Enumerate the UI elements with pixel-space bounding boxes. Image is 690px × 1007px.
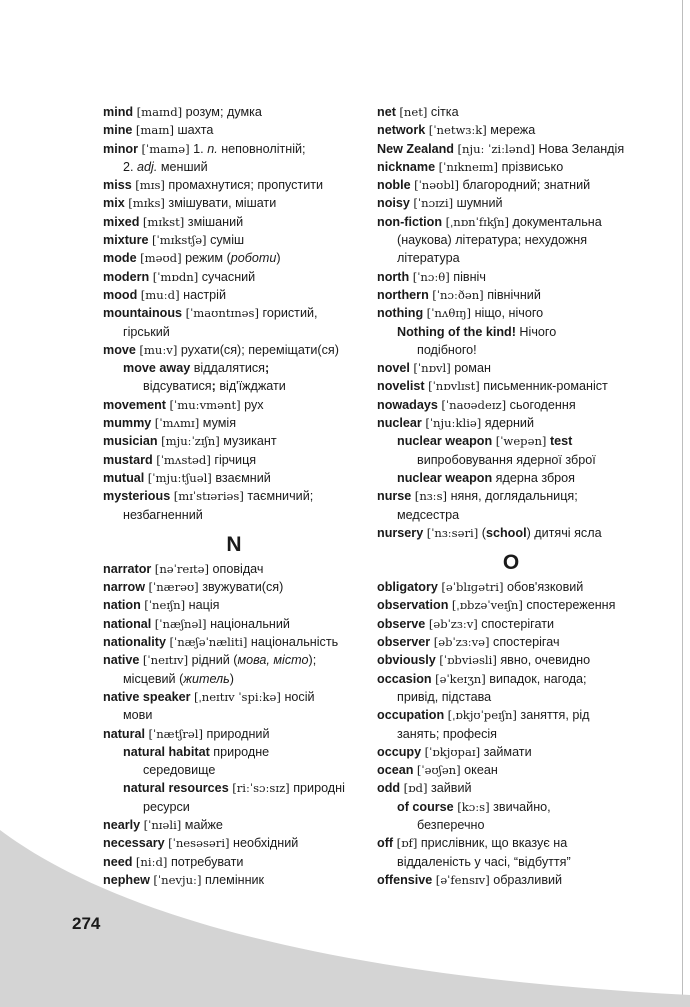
- dictionary-entry: [377, 396, 645, 414]
- dictionary-entry: [103, 414, 365, 432]
- translation: займати: [480, 744, 532, 759]
- dictionary-entry: [377, 633, 645, 651]
- dictionary-entry: [103, 304, 365, 341]
- transcription: [ˈnɔːðən]: [432, 287, 484, 302]
- headword: native speaker: [103, 689, 191, 704]
- translation: неповнолітній;: [217, 141, 306, 156]
- dictionary-entry: [103, 871, 365, 889]
- headword: occupy: [377, 744, 422, 759]
- transcription: [kɔːs]: [457, 799, 490, 814]
- translation: роман: [450, 361, 491, 376]
- headword: natural habitat: [123, 744, 210, 759]
- headword: ocean: [377, 763, 414, 778]
- transcription: [nəˈreɪtə]: [154, 561, 209, 576]
- translation: ресурси: [143, 799, 190, 814]
- headword: ;: [211, 379, 216, 394]
- headword: native: [103, 653, 140, 668]
- transcription: [mɪs]: [135, 178, 165, 193]
- dictionary-entry: [377, 871, 645, 889]
- transcription: [ˈmuːvmənt]: [169, 397, 241, 412]
- transcription: [məʊd]: [140, 251, 182, 266]
- headword: nurse: [377, 489, 412, 504]
- transcription: [mɪˈstɪəriəs]: [173, 489, 244, 504]
- headword: mysterious: [103, 489, 171, 504]
- transcription: [ˈmjuːtʃuəl]: [147, 470, 212, 485]
- headword: need: [103, 854, 133, 869]
- translation: прізвисько: [498, 159, 564, 174]
- translation: менший: [157, 159, 208, 174]
- transcription: [ˈɒbviəsli]: [439, 653, 497, 668]
- transcription: [ˌɒkjʊˈpeɪʃn]: [447, 708, 517, 723]
- translation: океан: [460, 763, 498, 778]
- dictionary-entry: [103, 341, 365, 359]
- transcription: [ˈnɪəli]: [143, 817, 182, 832]
- dictionary-entry: [103, 286, 365, 304]
- translation: сьогодення: [506, 397, 576, 412]
- headword: nuclear weapon: [397, 470, 493, 485]
- section-letter: O: [502, 551, 520, 575]
- transcription: [ˈnæʃnəl]: [154, 616, 207, 631]
- transcription: [mjuːˈzɪʃn]: [161, 434, 220, 449]
- translation: образливий: [489, 872, 563, 887]
- italic-note: мова, місто: [237, 653, 309, 668]
- translation: рух: [240, 397, 264, 412]
- translation: ): [276, 251, 281, 266]
- transcription: [əˈfensɪv]: [435, 872, 490, 887]
- transcription: [muːd]: [140, 287, 180, 302]
- dictionary-entry: [377, 194, 645, 212]
- transcription: [ˈneɪʃn]: [144, 598, 186, 613]
- translation: потребувати: [167, 854, 244, 869]
- translation: письменник-романіст: [479, 379, 608, 394]
- translation: необхідний: [229, 836, 299, 851]
- translation: медсестра: [397, 507, 460, 522]
- transcription: [ˈnɪkneɪm]: [438, 159, 499, 174]
- translation: змішаний: [184, 214, 244, 229]
- dictionary-entry: [377, 377, 645, 395]
- headword: obligatory: [377, 580, 438, 595]
- translation: рухати(ся); переміщати(ся): [177, 342, 339, 357]
- translation: режим (: [181, 251, 231, 266]
- headword: northern: [377, 287, 429, 302]
- right-column: [377, 103, 645, 889]
- transcription: [ˈɒkjʊpaɪ]: [424, 744, 481, 759]
- sub-entry: [377, 469, 645, 487]
- italic-note: роботи: [230, 251, 277, 266]
- translation: гірський: [123, 324, 170, 339]
- headword: novel: [377, 361, 410, 376]
- translation: занять; професія: [397, 726, 497, 741]
- translation: сітка: [427, 105, 459, 119]
- transcription: [ɒf]: [396, 836, 418, 851]
- transcription: [ˈneɪtɪv]: [142, 653, 189, 668]
- headword: mummy: [103, 416, 152, 431]
- dictionary-entry: [377, 578, 645, 596]
- headword: necessary: [103, 836, 165, 851]
- translation: племінник: [201, 872, 265, 887]
- headword: nearly: [103, 817, 141, 832]
- sub-entry: [103, 359, 365, 396]
- headword: miss: [103, 178, 132, 193]
- dictionary-entry: [377, 596, 645, 614]
- headword: network: [377, 123, 426, 138]
- dictionary-entry: [377, 103, 645, 121]
- dictionary-entry: [377, 615, 645, 633]
- translation: зайвий: [427, 781, 472, 796]
- transcription: [ˈnʌθɪŋ]: [426, 306, 472, 321]
- translation: національний: [206, 616, 290, 631]
- translation: розум; думка: [182, 105, 262, 119]
- transcription: [ˈnetwɜːk]: [428, 123, 487, 138]
- transcription: [ˈnjuːkliə]: [425, 416, 482, 431]
- translation: спостереження: [522, 598, 616, 613]
- transcription: [ˈnɒvl]: [413, 361, 451, 376]
- headword: school: [485, 525, 527, 540]
- headword: noisy: [377, 196, 410, 211]
- transcription: [əbˈzɜːv]: [428, 616, 478, 631]
- headword: movement: [103, 397, 166, 412]
- headword: occupation: [377, 708, 445, 723]
- transcription: [muːv]: [139, 342, 178, 357]
- headword: of course: [397, 799, 454, 814]
- translation: література: [397, 251, 460, 266]
- translation: ядерна зброя: [492, 470, 575, 485]
- headword: Nothing of the kind!: [397, 324, 516, 339]
- dictionary-entry: [377, 304, 645, 322]
- dictionary-entry: [103, 560, 365, 578]
- translation: рідний (: [188, 653, 238, 668]
- translation: національність: [247, 635, 339, 650]
- translation: віддалятися: [190, 361, 265, 376]
- headword: New Zealand: [377, 141, 454, 156]
- dictionary-entry: [103, 103, 365, 121]
- headword: mixed: [103, 214, 140, 229]
- sub-entry: [377, 323, 645, 360]
- dictionary-entry: [103, 140, 365, 177]
- headword: move: [103, 342, 136, 357]
- headword: mode: [103, 251, 137, 266]
- headword: nothing: [377, 306, 424, 321]
- headword: obviously: [377, 653, 436, 668]
- transcription: [ˈmɪkstʃə]: [152, 233, 207, 248]
- dictionary-entry: [377, 761, 645, 779]
- dictionary-entry: [377, 651, 645, 669]
- translation: північ: [449, 269, 486, 284]
- headword: non-fiction: [377, 214, 443, 229]
- translation: нація: [185, 598, 220, 613]
- headword: mood: [103, 287, 138, 302]
- translation: обов'язковий: [503, 580, 584, 595]
- translation: випадок, нагода;: [485, 671, 587, 686]
- translation: носій: [280, 689, 315, 704]
- translation: природне: [209, 744, 270, 759]
- translation: Нічого: [515, 324, 557, 339]
- headword: test: [549, 434, 573, 449]
- translation: документальна: [508, 214, 602, 229]
- dictionary-entry: [103, 249, 365, 267]
- transcription: [ˈmʌmɪ]: [154, 416, 200, 431]
- translation: 1.: [189, 141, 208, 156]
- dictionary-entry: [377, 414, 645, 432]
- headword: observer: [377, 635, 431, 650]
- transcription: [riːˈsɔːsɪz]: [232, 781, 290, 796]
- translation: );: [308, 653, 317, 668]
- translation: ядерний: [481, 416, 534, 431]
- translation: (: [478, 525, 486, 540]
- sub-entry: [103, 743, 365, 780]
- dictionary-entry: [377, 670, 645, 707]
- translation: майже: [181, 817, 223, 832]
- dictionary-entry: [377, 743, 645, 761]
- translation: північний: [483, 287, 541, 302]
- dictionary-entry: [103, 816, 365, 834]
- transcription: [ˈmaɪnə]: [141, 141, 190, 156]
- translation: мови: [123, 708, 153, 723]
- transcription: [ˈwepən]: [495, 434, 547, 449]
- headword: musician: [103, 434, 158, 449]
- headword: mine: [103, 123, 133, 138]
- dictionary-entry: [103, 578, 365, 596]
- transcription: [ˌneɪtɪv ˈspiːkə]: [194, 689, 281, 704]
- transcription: [ˈnaʊədeɪz]: [441, 397, 507, 412]
- headword: north: [377, 269, 410, 284]
- transcription: [mɪks]: [128, 196, 165, 211]
- dictionary-entry: [377, 706, 645, 743]
- dictionary-entry: [377, 158, 645, 176]
- translation: промахнутися; пропустити: [164, 178, 324, 193]
- translation: незбагненний: [123, 507, 203, 522]
- headword: narrow: [103, 580, 145, 595]
- dictionary-entry: [103, 615, 365, 633]
- sub-entry: [103, 779, 365, 816]
- transcription: [ˈnætʃrəl]: [148, 726, 204, 741]
- translation: шумний: [453, 196, 503, 211]
- translation: благородний; знатний: [458, 178, 591, 193]
- translation: звичайно,: [489, 799, 551, 814]
- sub-entry: [377, 432, 645, 469]
- headword: mixture: [103, 233, 149, 248]
- transcription: [niːd]: [135, 854, 168, 869]
- headword: mix: [103, 196, 125, 211]
- headword: minor: [103, 141, 138, 156]
- headword: occasion: [377, 671, 432, 686]
- transcription: [ˈnæʃəˈnæliti]: [169, 635, 248, 650]
- headword: nationality: [103, 635, 166, 650]
- translation: привід, підстава: [397, 689, 492, 704]
- dictionary-entry: [377, 140, 645, 158]
- headword: off: [377, 836, 394, 851]
- translation: спостерігач: [489, 635, 560, 650]
- transcription: [ˈnærəʊ]: [148, 580, 199, 595]
- translation: прислівник, що вказує на: [417, 836, 568, 851]
- translation: відсуватися: [143, 379, 212, 394]
- translation: гористий,: [259, 306, 318, 321]
- translation: спостерігати: [477, 616, 554, 631]
- translation: музикант: [219, 434, 277, 449]
- headword: net: [377, 105, 396, 119]
- transcription: [ˈnɔːθ]: [412, 269, 450, 284]
- transcription: [njuː ˈziːlənd]: [457, 141, 536, 156]
- transcription: [maɪnd]: [136, 105, 183, 119]
- dictionary-entry: [377, 286, 645, 304]
- headword: mind: [103, 105, 134, 119]
- transcription: [ɒd]: [403, 781, 428, 796]
- dictionary-entry: [377, 834, 645, 871]
- transcription: [əˈblɪɡətri]: [441, 580, 504, 595]
- translation: Нова Зеландія: [535, 141, 625, 156]
- translation: мумія: [199, 416, 237, 431]
- headword: nickname: [377, 159, 436, 174]
- translation: випробовування ядерної зброї: [417, 452, 596, 467]
- transcription: [ˈəʊʃən]: [416, 763, 461, 778]
- dictionary-entry: [103, 469, 365, 487]
- transcription: [mɪkst]: [142, 214, 185, 229]
- transcription: [ˌɒbzəˈveɪʃn]: [451, 598, 523, 613]
- transcription: [əbˈzɜːvə]: [433, 635, 490, 650]
- dictionary-entry: [103, 651, 365, 688]
- translation: заняття, рід: [516, 708, 590, 723]
- translation: подібного!: [417, 342, 477, 357]
- translation: середовище: [143, 763, 216, 778]
- transcription: [ˈnevjuː]: [153, 872, 202, 887]
- headword: observe: [377, 616, 426, 631]
- dictionary-entry: [103, 396, 365, 414]
- headword: ;: [265, 361, 270, 376]
- headword: move away: [123, 361, 191, 376]
- headword: nation: [103, 598, 141, 613]
- sub-entry: [377, 798, 645, 835]
- headword: offensive: [377, 872, 433, 887]
- dictionary-entry: [377, 268, 645, 286]
- headword: mountainous: [103, 306, 183, 321]
- translation: звужувати(ся): [198, 580, 284, 595]
- dictionary-entry: [377, 176, 645, 194]
- dictionary-entry: [103, 688, 365, 725]
- dictionary-entry: [103, 231, 365, 249]
- dictionary-entry: [103, 176, 365, 194]
- dictionary-entry: [103, 853, 365, 871]
- dictionary-entry: [103, 121, 365, 139]
- transcription: [ˈmʌstəd]: [156, 452, 211, 467]
- transcription: [ˈnəʊbl]: [414, 178, 459, 193]
- transcription: [ˈmɒdn]: [152, 269, 199, 284]
- dictionary-entry: [103, 213, 365, 231]
- headword: mutual: [103, 470, 145, 485]
- translation: суміш: [206, 233, 245, 248]
- dictionary-entry: [103, 432, 365, 450]
- transcription: [ˌnɒnˈfɪkʃn]: [445, 214, 509, 229]
- dictionary-entry: [103, 451, 365, 469]
- dictionary-entry: [103, 194, 365, 212]
- translation: від'їжджати: [215, 379, 286, 394]
- translation: няня, доглядальниця;: [447, 489, 578, 504]
- translation: оповідач: [209, 561, 264, 576]
- transcription: [nɜːs]: [414, 489, 448, 504]
- headword: nuclear weapon: [397, 434, 493, 449]
- dictionary-entry: [377, 779, 645, 797]
- headword: nowadays: [377, 397, 438, 412]
- section-letter: N: [226, 532, 242, 556]
- headword: narrator: [103, 561, 152, 576]
- dictionary-entry: [377, 121, 645, 139]
- translation: явно, очевидно: [496, 653, 591, 668]
- translation: 2.: [123, 159, 138, 174]
- translation: взаємний: [211, 470, 271, 485]
- headword: odd: [377, 781, 401, 796]
- headword: national: [103, 616, 152, 631]
- translation: природні: [289, 781, 345, 796]
- transcription: [əˈkeɪʒn]: [435, 671, 486, 686]
- translation: віддаленість у часі, “відбуття”: [397, 854, 571, 869]
- transcription: [maɪn]: [135, 123, 175, 138]
- translation: безперечно: [417, 817, 485, 832]
- headword: modern: [103, 269, 150, 284]
- translation: природний: [203, 726, 270, 741]
- translation: змішувати, мішати: [164, 196, 277, 211]
- dictionary-entry: [103, 487, 365, 524]
- translation: (наукова) література; нехудожня: [397, 233, 588, 248]
- transcription: [ˈnesəsəri]: [168, 836, 230, 851]
- transcription: [ˈnɒvlɪst]: [428, 379, 480, 394]
- translation: таємничий;: [243, 489, 314, 504]
- translation: ніщо, нічого: [471, 306, 544, 321]
- translation: шахта: [174, 123, 214, 138]
- translation: мережа: [486, 123, 536, 138]
- transcription: [ˈnɜːsəri]: [426, 525, 479, 540]
- headword: natural resources: [123, 781, 229, 796]
- headword: nuclear: [377, 416, 422, 431]
- translation: ) дитячі ясла: [526, 525, 602, 540]
- dictionary-entry: [377, 213, 645, 268]
- translation: настрій: [179, 287, 226, 302]
- translation: місцевий (: [123, 671, 184, 686]
- dictionary-entry: [103, 268, 365, 286]
- transcription: [net]: [399, 105, 428, 119]
- headword: mustard: [103, 452, 153, 467]
- italic-note: adj.: [137, 159, 158, 174]
- transcription: [ˈmaʊntɪnəs]: [185, 306, 260, 321]
- headword: nursery: [377, 525, 424, 540]
- dictionary-entry: [103, 834, 365, 852]
- translation: гірчиця: [210, 452, 257, 467]
- dictionary-entry: [103, 725, 365, 743]
- dictionary-entry: [377, 359, 645, 377]
- translation: ): [229, 671, 234, 686]
- headword: novelist: [377, 379, 425, 394]
- headword: natural: [103, 726, 145, 741]
- headword: nephew: [103, 872, 150, 887]
- dictionary-entry: [377, 524, 645, 542]
- italic-note: житель: [183, 671, 230, 686]
- dictionary-entry: [103, 633, 365, 651]
- dictionary-entry: [377, 487, 645, 524]
- italic-note: n.: [207, 141, 218, 156]
- transcription: [ˈnɔɪzi]: [413, 196, 454, 211]
- translation: сучасний: [198, 269, 256, 284]
- page-number: 274: [72, 914, 101, 933]
- headword: noble: [377, 178, 411, 193]
- dictionary-entry: [103, 596, 365, 614]
- headword: observation: [377, 598, 449, 613]
- left-column: [103, 103, 365, 889]
